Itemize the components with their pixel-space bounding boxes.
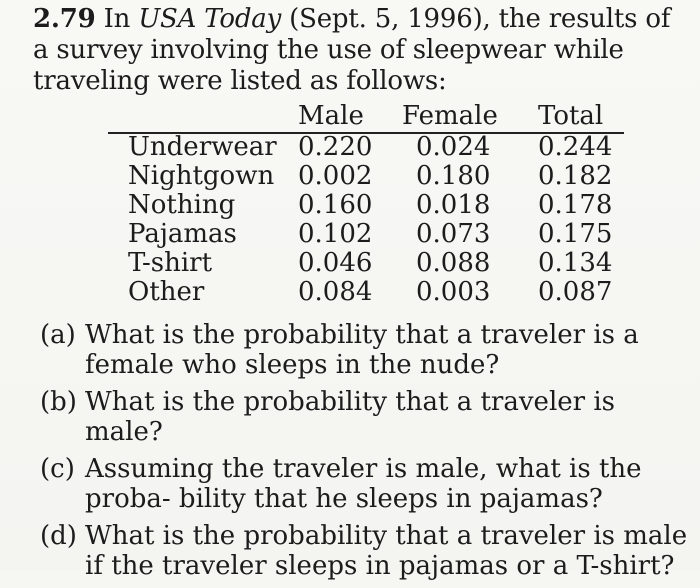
cell-male: 0.220: [298, 132, 373, 162]
problem-text-before: In: [103, 4, 131, 34]
row-label: Nightgown: [128, 161, 275, 191]
question-list: [40, 320, 696, 588]
table-row: [108, 277, 628, 306]
question-c: [40, 454, 696, 514]
cell-male: 0.002: [298, 161, 373, 191]
table-body: [108, 132, 628, 306]
question-text: What is the probability that a traveler is male?: [85, 387, 615, 447]
sleepwear-table: [108, 100, 628, 307]
question-text: What is the probability that a traveler is a female who sleeps in the nude?: [85, 320, 639, 380]
question-a: [40, 320, 696, 380]
header-male: Male: [298, 101, 364, 131]
cell-female: 0.180: [416, 161, 491, 191]
cell-female: 0.024: [416, 132, 491, 162]
cell-total: 0.134: [538, 248, 613, 278]
row-label: Pajamas: [128, 219, 237, 249]
row-label: Other: [128, 277, 205, 307]
table-row: [108, 161, 628, 190]
row-label: T-shirt: [128, 248, 213, 278]
problem-statement: [33, 4, 693, 97]
question-d: [40, 521, 696, 581]
cell-female: 0.018: [416, 190, 491, 220]
question-text: What is the probability that a traveler is male if the traveler sleeps in pajamas or a T-shirt?: [85, 521, 688, 581]
cell-total: 0.087: [538, 277, 613, 307]
question-label: (d): [40, 521, 77, 551]
question-label: (a): [40, 320, 76, 350]
cell-total: 0.178: [538, 190, 613, 220]
row-label: Underwear: [128, 132, 277, 162]
header-total: Total: [538, 101, 604, 131]
table-row: [108, 248, 628, 277]
table-row: [108, 132, 628, 161]
publication-name: USA Today: [138, 4, 282, 34]
cell-male: 0.160: [298, 190, 373, 220]
cell-female: 0.003: [416, 277, 491, 307]
problem-number: 2.79: [33, 4, 96, 34]
header-female: Female: [402, 101, 498, 131]
question-label: (c): [40, 454, 75, 484]
question-b: [40, 387, 696, 447]
cell-total: 0.182: [538, 161, 613, 191]
table-row: [108, 190, 628, 219]
question-text: Assuming the traveler is male, what is the proba- bility that he sleeps in pajamas?: [85, 454, 642, 514]
cell-female: 0.073: [416, 219, 491, 249]
row-label: Nothing: [128, 190, 236, 220]
problem-text-after: (Sept. 5, 1996), the results of a survey involving the use of sleepwear while traveling were listed as follows:: [33, 4, 671, 96]
table-row: [108, 219, 628, 248]
cell-total: 0.175: [538, 219, 613, 249]
cell-total: 0.244: [538, 132, 613, 162]
cell-male: 0.046: [298, 248, 373, 278]
cell-male: 0.084: [298, 277, 373, 307]
cell-female: 0.088: [416, 248, 491, 278]
cell-male: 0.102: [298, 219, 373, 249]
question-label: (b): [40, 387, 77, 417]
table-header-row: [108, 100, 628, 132]
